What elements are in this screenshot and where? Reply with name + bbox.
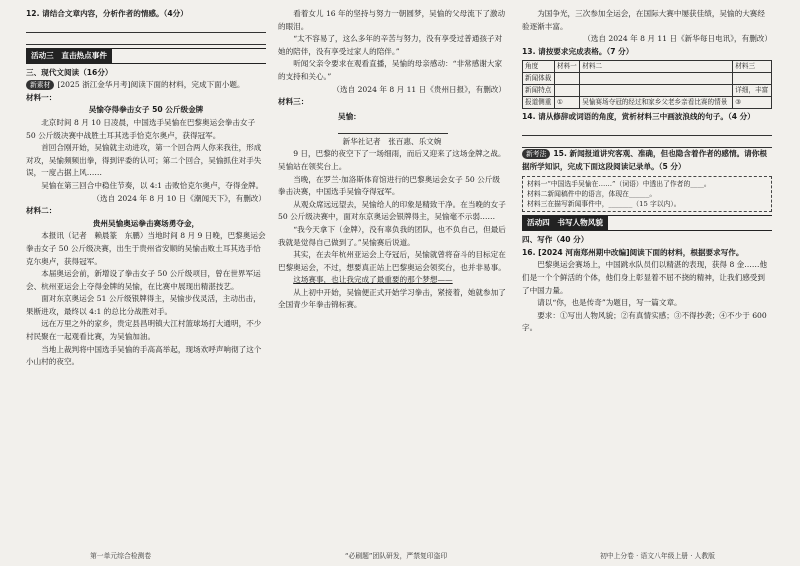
answer-line[interactable] <box>522 136 772 148</box>
record-line[interactable]: 材料一“中国选手吴愉在……”（词语）中透出了作者的____。 <box>527 180 711 189</box>
section-three-heading: 三、现代文阅读（16分） <box>26 67 113 77</box>
footer-center: “必刷题”团队研发，严禁复印盗印 <box>345 552 448 560</box>
material-two-paragraph: “太不容易了，这么多年的辛苦与努力，没有享受过普通孩子对她的陪伴，没有享受过家人的陪伴。” <box>278 34 503 56</box>
material-three-label: 材料三： <box>278 97 309 107</box>
reading-intro: 新素材 [2025 浙江金华月考]阅读下面的材料，完成下面小题。 <box>26 79 266 92</box>
material-three-paragraph: 从观众席远远望去，吴愉给人的印象是精致干净。在当晚的女子 50 公斤级决赛中，面对东京奥运会银牌得主，吴愉毫不示弱…… <box>278 199 506 222</box>
right-column <box>522 8 772 335</box>
table-cell: 新闻体裁 <box>523 73 555 85</box>
answer-line[interactable] <box>26 33 266 45</box>
table-row <box>523 85 772 97</box>
table-cell[interactable] <box>580 85 733 97</box>
footer-right: 初中上分卷 · 语文八年级上册 · 人教版 <box>600 552 715 560</box>
material-one-paragraph: 北京时间 8 月 10 日凌晨，中国选手吴愉在巴黎奥运会拳击女子 50 公斤级决赛中战胜土耳其选手恰克尔奥卢，获得冠军。 <box>26 117 256 140</box>
footer-left: 第一单元综合检测卷 <box>90 552 152 560</box>
table-cell: 报道侧重 <box>523 97 555 109</box>
question-13-table <box>522 60 772 109</box>
table-header-row <box>523 61 772 73</box>
material-two-title: 贵州吴愉奥运拳击赛场勇夺金， <box>92 218 200 228</box>
table-cell[interactable] <box>554 73 579 85</box>
table-row <box>523 97 772 109</box>
table-cell[interactable] <box>580 73 733 85</box>
question-16: 16. [2024 河南郑州期中改编]阅读下面的材料，根据要求写作。 <box>522 247 744 257</box>
material-three-title: 吴愉： <box>338 111 361 121</box>
middle-column <box>278 8 506 312</box>
table-cell: 吴愉赛场夺冠的经过和家乡父老乡亲看比赛的情景 <box>580 97 733 109</box>
material-one-paragraph: 吴愉在第三回合中稳住节奏，以 4:1 击败恰克尔奥卢，夺得金牌。 <box>41 180 264 190</box>
writing-prompt: 请以“你，也是传奇”为题目，写一篇文章。 <box>537 298 682 308</box>
table-cell[interactable] <box>554 85 579 97</box>
answer-line[interactable] <box>522 124 772 136</box>
question-14: 14. 请从修辞或词语的角度，赏析材料三中画波浪线的句子。（4 分） <box>522 112 755 122</box>
question-12: 12. 请结合文章内容，分析作者的情感。（4分） <box>26 9 188 18</box>
table-cell[interactable]: ③ <box>733 97 772 109</box>
material-one-paragraph: 首回合刚开始，吴愉就主动进攻，第一个回合两人你来我往，形成对攻，吴愉频频出拳，得到评委的认可；第二个回合，吴愉抓住对手失误，一度占据上风…… <box>26 143 262 178</box>
material-one-source: （选自 2024 年 8 月 10 日《潮闻天下》，有删改） <box>92 193 266 203</box>
writing-requirements: 要求：①写出人物风貌；②有真情实感；③不得抄袭；④不少于 600 字。 <box>522 310 767 333</box>
material-three-paragraph: “我今天拿下（金牌），没有辜负我的团队，也不负自己，但最后我就是觉得自己做到了。”吴愉赛后说道。 <box>278 224 506 247</box>
material-two-paragraph: 远在万里之外的家乡，贵定县昌明镇大江村篮球场打大通明，不少村民聚在一起观看比赛，为吴愉加油。 <box>26 319 262 342</box>
table-header-cell: 角度 <box>523 61 555 73</box>
record-line[interactable]: 材料三在描写新闻事件中，_______（15 字以内）。 <box>527 200 681 209</box>
material-three-paragraph: 当晚，在罗兰·加洛斯体育馆进行的巴黎奥运会女子 50 公斤级拳击决赛，中国选手吴愉夺得冠军。 <box>278 174 500 197</box>
material-two-paragraph: 本报讯（记者 赖晨篆 东鹏）当地时间 8 月 9 日晚，巴黎奥运会拳击女子 50 公斤级决赛，出生于贵州省安顺的吴愉击败土耳其选手恰克尔奥卢，获得冠军。 <box>26 231 266 266</box>
table-cell[interactable]: ① <box>554 97 579 109</box>
material-one-label: 材料一： <box>26 92 57 102</box>
material-three-authors: 新华社记者 张百惠、乐文婉 <box>342 136 442 146</box>
record-line[interactable]: 材料二新闻稿件中的语言，体现在______。 <box>527 190 657 199</box>
material-two-paragraph: 看着女儿 16 年的坚持与努力一朝圆梦，吴愉的父母流下了激动的眼泪。 <box>278 9 506 31</box>
question-15: 新考法 15. 新闻报道讲究客观、准确，但也隐含着作者的感情。请你根据所学知识，完成下面这段阅读记录单。（5 分） <box>522 148 767 171</box>
section-four-heading: 四、写作（40 分） <box>522 235 589 245</box>
material-three-paragraph: 其实，在去年杭州亚运会上夺冠后，吴愉就曾将奋斗的目标定在巴黎奥运会，不过，想要真正站上巴黎奥运会领奖台，也并非易事。 <box>278 250 506 272</box>
material-one-title: 吴愉夺得拳击女子 50 公斤级金牌 <box>88 105 204 115</box>
activity-four-label: 活动四 书写人物风貌 <box>522 216 608 230</box>
answer-line[interactable] <box>26 21 266 33</box>
new-material-badge: 新素材 <box>26 80 54 90</box>
left-column <box>26 8 266 369</box>
material-three-paragraph: 为国争光，三次参加全运会，在国际大赛中屡获佳绩，吴愉的大赛经验逐渐丰富。 <box>522 9 765 31</box>
material-three-source: （选自 2024 年 8 月 11 日《新华每日电讯》，有删改） <box>583 34 772 44</box>
table-cell: 详细，丰富 <box>733 85 772 97</box>
new-method-badge: 新考法 <box>522 149 550 159</box>
wavy-underlined-sentence: 这场赛事，也让我完成了最重要的那个梦想—— <box>293 275 453 285</box>
material-two-paragraph: 面对东京奥运会 51 公斤级银牌得主，吴愉步伐灵活，主动出击，果断进攻，最终以 4:1 的总比分战胜对手。 <box>26 294 261 316</box>
writing-material: 巴黎奥运会赛场上，中国跳水队员们以精湛的表现，获得 8 金……他们是一个个鲜活的个体，他们身上彰显着不屈不挠的精神，让我们感受到了中国力量。 <box>522 260 768 295</box>
activity-three-bar <box>26 48 266 64</box>
activity-three-label: 活动三 直击热点事件 <box>26 49 112 63</box>
table-cell: 新闻特点 <box>523 85 555 97</box>
material-three-paragraph: 从上初中开始，吴愉便正式开始学习拳击，紧接着，她就参加了全国青少年拳击锦标赛。 <box>278 287 506 310</box>
table-header-cell: 材料三 <box>733 61 772 73</box>
material-three-paragraph: 9 日，巴黎的夜空下了一场细雨，而后又迎来了这场金牌之战。吴愉站在领奖台上。 <box>278 149 506 171</box>
material-three-title-line <box>338 111 448 134</box>
material-two-paragraph: 听闻父亲令要求在观看直播，吴愉的母亲感动：“非常感谢大家的支持和关心。” <box>278 59 503 81</box>
material-two-paragraph: 当地上裁判将中国选手吴愉的手高高举起，现场欢呼声响彻了这个小山村的夜空。 <box>26 344 262 367</box>
material-two-paragraph: 本届奥运会前，新增设了拳击女子 50 公斤级项目，曾在世界军运会、杭州亚运会上夺得金牌的吴愉，在比赛中展现出精湛技艺。 <box>26 269 261 291</box>
question-13: 13. 请按要求完成表格。（7 分） <box>522 46 634 56</box>
activity-four-bar <box>522 215 772 231</box>
reading-record-box <box>522 176 772 212</box>
table-row <box>523 73 772 85</box>
table-header-cell: 材料二 <box>580 61 733 73</box>
material-two-source: （选自 2024 年 8 月 11 日《贵州日报》，有删改） <box>332 84 506 94</box>
material-two-label: 材料二： <box>26 206 57 216</box>
table-cell[interactable] <box>733 73 772 85</box>
table-header-cell: 材料一 <box>554 61 579 73</box>
